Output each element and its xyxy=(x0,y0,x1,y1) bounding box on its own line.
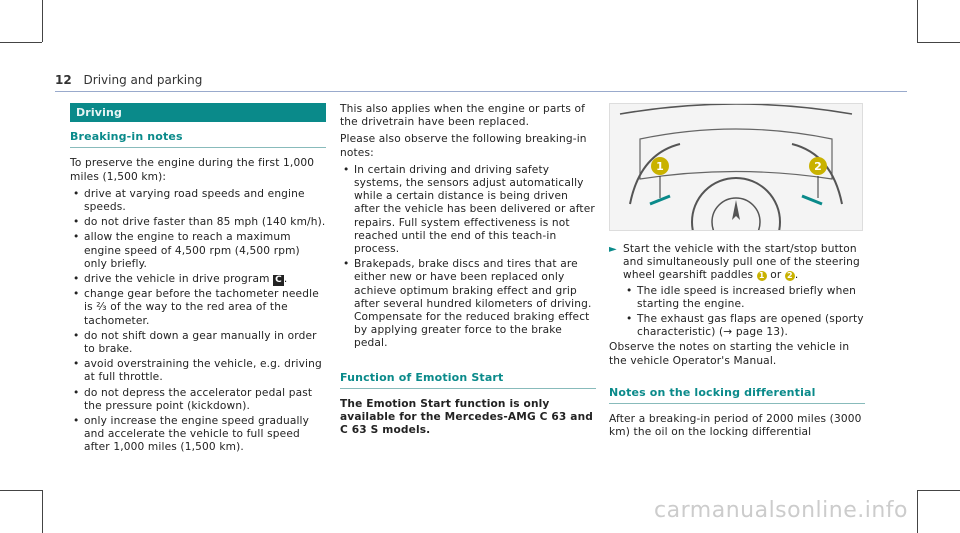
crop-mark xyxy=(42,490,43,533)
steering-wheel-icon xyxy=(610,104,862,230)
steering-wheel-illustration xyxy=(609,103,863,231)
breaking-in-list xyxy=(70,188,326,455)
crop-mark xyxy=(0,42,42,43)
watermark: carmanualsonline.info xyxy=(654,498,908,523)
subheading-emotion-start: Function of Emotion Start xyxy=(340,371,596,389)
column-left xyxy=(70,103,326,457)
crop-mark xyxy=(0,490,42,491)
list-item: • change gear before the tachometer needle is ⅔ of the way to the red area of the tachometer. xyxy=(84,288,326,328)
step-arrow-icon: ► xyxy=(609,244,617,255)
paddle-2-badge: 2 xyxy=(785,271,795,281)
step-text: Start the vehicle with the start/stop button and simultaneously pull one of the steering wheel gearshift paddles xyxy=(623,243,860,282)
drive-program-c-icon: C xyxy=(275,275,282,286)
result-list xyxy=(623,285,865,340)
section-title: Driving and parking xyxy=(83,73,203,87)
list-item-text: drive the vehicle in drive program xyxy=(84,273,270,286)
final-paragraph: After a breaking-in period of 2000 miles (3000 km) the oil on the locking differential xyxy=(609,413,862,439)
crop-mark xyxy=(917,490,960,491)
crop-mark xyxy=(42,0,43,42)
page-number: 12 xyxy=(55,73,72,87)
page-header xyxy=(55,73,202,87)
callout-2: 2 xyxy=(814,160,822,173)
section-bar: Driving xyxy=(70,103,326,122)
subheading-locking-differential: Notes on the locking differential xyxy=(609,386,865,404)
list-item: • only increase the engine speed gradually and accelerate the vehicle to full speed after 1,000 miles (1,500 km). xyxy=(84,415,326,455)
crop-mark xyxy=(917,0,918,42)
column-middle xyxy=(340,103,596,441)
list-item: • allow the engine to reach a maximum engine speed of 4,500 rpm (4,500 rpm) only briefly. xyxy=(84,231,326,271)
step-block: ► Start the vehicle with the start/stop button and simultaneously pull one of the steering wheel gearshift paddles 1 or 2 . • The idle speed is increased briefly when starting the engine. • The exhaust gas flaps are opened (sporty characteristic) (→ page 13). xyxy=(609,243,865,339)
paragraph: Please also observe the following breaking-in notes: xyxy=(340,133,587,159)
paragraph: This also applies when the engine or parts of the drivetrain have been replaced. xyxy=(340,103,586,129)
crop-mark xyxy=(917,42,960,43)
list-item: • The idle speed is increased briefly when starting the engine. xyxy=(637,285,865,311)
observe-note: Observe the notes on starting the vehicle in the vehicle Operator's Manual. xyxy=(609,341,850,367)
crop-mark xyxy=(917,490,918,533)
list-item: • avoid overstraining the vehicle, e.g. driving at full throttle. xyxy=(84,358,326,384)
header-divider xyxy=(55,91,907,92)
list-item: • The exhaust gas flaps are opened (sporty characteristic) (→ page 13). xyxy=(637,313,865,339)
subheading-breaking-in: Breaking-in notes xyxy=(70,130,326,148)
bold-note: The Emotion Start function is only available for the Mercedes-AMG C 63 and C 63 S models. xyxy=(340,397,594,437)
notes-list xyxy=(340,164,596,351)
paddle-1-badge: 1 xyxy=(757,271,767,281)
callout-1: 1 xyxy=(656,160,664,173)
column-right xyxy=(609,103,865,443)
intro-text: To preserve the engine during the first 1,000 miles (1,500 km): xyxy=(70,157,315,183)
list-item: • drive at varying road speeds and engine speeds. xyxy=(84,188,326,214)
step-or: or xyxy=(770,269,782,282)
list-item: • do not depress the accelerator pedal past the pressure point (kickdown). xyxy=(84,387,326,413)
list-item: • do not shift down a gear manually in order to brake. xyxy=(84,330,326,356)
list-item: • drive the vehicle in drive program C . xyxy=(84,273,326,286)
list-item: • do not drive faster than 85 mph (140 km/h). xyxy=(84,216,326,229)
list-item: • Brakepads, brake discs and tires that are either new or have been replaced only achieve optimum braking effect and grip after several hundred kilometers of driving. Compensate for the reduced braking effect by applying greater force to the brake pedal. xyxy=(354,258,596,350)
list-item: • In certain driving and driving safety systems, the sensors adjust automatically while a certain distance is being driven after the vehicle has been delivered or after repairs. Full system effectiveness is not reached until the end of this teach-in process. xyxy=(354,164,596,256)
